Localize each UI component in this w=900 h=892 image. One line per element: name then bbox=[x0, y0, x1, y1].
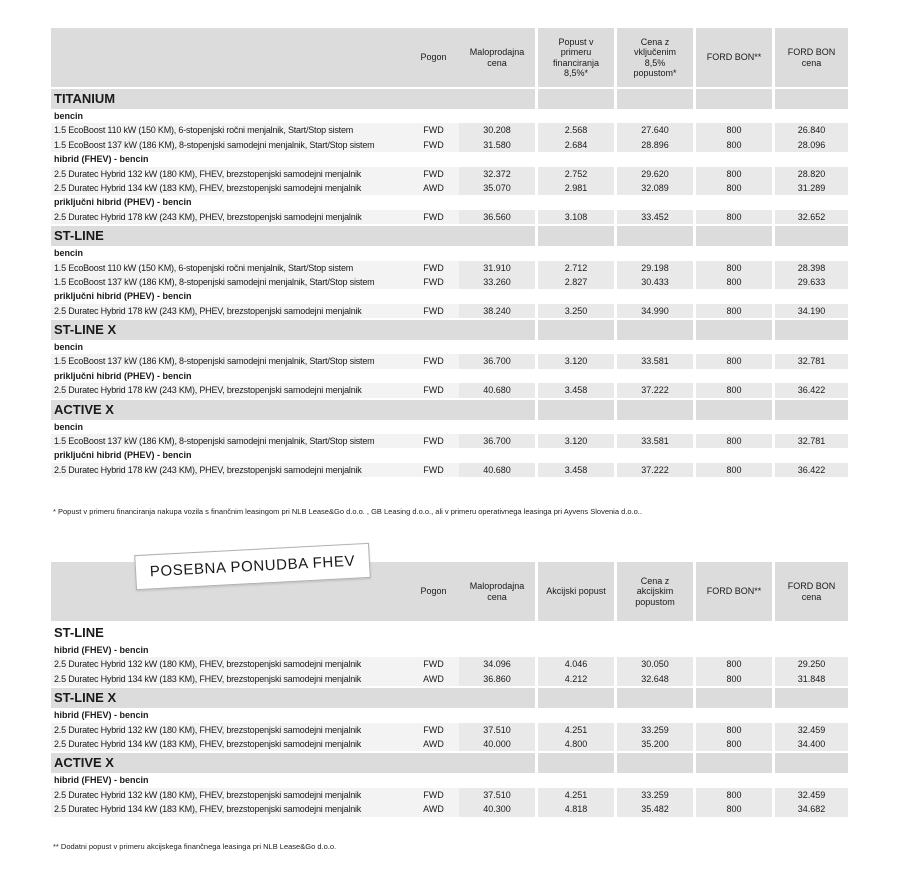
engine-description: 1.5 EcoBoost 110 kW (150 KM), 6-stopenjski ročni menjalnik, Start/Stop sistem bbox=[54, 125, 354, 136]
header-label: cena bbox=[487, 591, 507, 602]
header-popust bbox=[538, 562, 614, 621]
drive-type: FWD bbox=[423, 211, 444, 222]
header-cena-z bbox=[617, 562, 693, 621]
header-label: akcijskim bbox=[636, 586, 674, 597]
price-maloprodajna: 37.510 bbox=[459, 723, 535, 737]
section-bg bbox=[696, 688, 772, 708]
price-cena-z: 35.200 bbox=[617, 737, 693, 751]
price-ford-bon: 800 bbox=[696, 383, 772, 397]
price-ford-bon: 800 bbox=[696, 434, 772, 448]
price-cena-z: 33.452 bbox=[617, 210, 693, 224]
header-label: Cena z bbox=[640, 575, 670, 586]
section-bg bbox=[538, 688, 614, 708]
drive-type: FWD bbox=[423, 276, 444, 287]
price-popust: 2.684 bbox=[538, 138, 614, 152]
fuel-type-label: hibrid (FHEV) - bencin bbox=[54, 710, 149, 721]
fuel-type-label: hibrid (FHEV) - bencin bbox=[54, 154, 149, 165]
price-popust: 2.981 bbox=[538, 181, 614, 195]
price-maloprodajna: 36.860 bbox=[459, 672, 535, 686]
price-ford-bon: 800 bbox=[696, 210, 772, 224]
price-maloprodajna: 40.680 bbox=[459, 463, 535, 477]
header-label: Pogon bbox=[420, 586, 447, 597]
header-label: Maloprodajna bbox=[469, 581, 525, 591]
price-cena-z: 27.640 bbox=[617, 123, 693, 137]
price-maloprodajna: 40.300 bbox=[459, 802, 535, 816]
table-row bbox=[51, 723, 848, 737]
section-bg bbox=[617, 688, 693, 708]
header-label: Akcijski popust bbox=[546, 586, 606, 597]
table-row bbox=[51, 737, 848, 751]
price-maloprodajna: 40.000 bbox=[459, 737, 535, 751]
engine-description: 1.5 EcoBoost 137 kW (186 KM), 8-stopenjski samodejni menjalnik, Start/Stop sistem bbox=[54, 436, 375, 447]
price-ford-bon-cena: 36.422 bbox=[775, 463, 848, 477]
header-cena-z bbox=[617, 28, 693, 87]
price-popust: 4.251 bbox=[538, 788, 614, 802]
price-popust: 4.818 bbox=[538, 802, 614, 816]
price-maloprodajna: 37.510 bbox=[459, 788, 535, 802]
price-maloprodajna: 32.372 bbox=[459, 167, 535, 181]
section-bg bbox=[775, 753, 848, 773]
drive-type: FWD bbox=[423, 385, 444, 396]
special-offer-stamp: POSEBNA PONUDBA FHEV bbox=[134, 543, 371, 590]
section-bg bbox=[775, 320, 848, 340]
drive-type: FWD bbox=[423, 789, 444, 800]
section-bg bbox=[775, 226, 848, 246]
section-bg bbox=[617, 226, 693, 246]
price-ford-bon-cena: 29.633 bbox=[775, 275, 848, 289]
model-section-header bbox=[51, 686, 848, 708]
price-ford-bon: 800 bbox=[696, 167, 772, 181]
engine-description: 1.5 EcoBoost 137 kW (186 KM), 8-stopenjski samodejni menjalnik, Start/Stop sistem bbox=[54, 276, 375, 287]
header-label: 8,5%* bbox=[563, 68, 589, 78]
section-bg bbox=[696, 753, 772, 773]
price-ford-bon-cena: 32.781 bbox=[775, 434, 848, 448]
header-label: Cena z bbox=[640, 36, 670, 47]
section-bg bbox=[459, 753, 535, 773]
table-row bbox=[51, 123, 848, 137]
drive-type: FWD bbox=[423, 436, 444, 447]
fuel-type-label: hibrid (FHEV) - bencin bbox=[54, 775, 149, 786]
drive-type: FWD bbox=[423, 464, 444, 475]
price-ford-bon-cena: 31.848 bbox=[775, 672, 848, 686]
table-row bbox=[51, 657, 848, 671]
section-bg bbox=[51, 226, 459, 246]
model-section-header bbox=[51, 318, 848, 340]
price-maloprodajna: 33.260 bbox=[459, 275, 535, 289]
drive-type: AWD bbox=[423, 182, 444, 193]
drive-type: FWD bbox=[423, 125, 444, 136]
model-section-header bbox=[51, 751, 848, 773]
header-label: FORD BON bbox=[787, 581, 836, 591]
engine-description: 2.5 Duratec Hybrid 178 kW (243 KM), PHEV, brezstopenjski samodejni menjalnik bbox=[54, 464, 362, 475]
header-popust bbox=[538, 28, 614, 87]
model-title: ACTIVE X bbox=[54, 401, 114, 417]
table-row bbox=[51, 354, 848, 368]
section-bg bbox=[459, 89, 535, 109]
header-maloprodajna bbox=[459, 562, 535, 621]
section-bg bbox=[775, 400, 848, 420]
model-title: ST-LINE bbox=[54, 625, 104, 640]
price-popust: 4.251 bbox=[538, 723, 614, 737]
section-bg bbox=[696, 226, 772, 246]
price-ford-bon: 800 bbox=[696, 788, 772, 802]
price-cena-z: 33.259 bbox=[617, 723, 693, 737]
table-row bbox=[51, 463, 848, 477]
price-maloprodajna: 36.700 bbox=[459, 354, 535, 368]
header-pogon bbox=[411, 28, 456, 87]
header-label: popustom bbox=[635, 596, 675, 607]
fuel-type-label: bencin bbox=[54, 421, 84, 432]
fuel-type-label: bencin bbox=[54, 248, 84, 259]
model-title: TITANIUM bbox=[54, 91, 116, 106]
price-ford-bon-cena: 26.840 bbox=[775, 123, 848, 137]
section-bg bbox=[617, 320, 693, 340]
price-ford-bon: 800 bbox=[696, 723, 772, 737]
price-ford-bon: 800 bbox=[696, 261, 772, 275]
table-row bbox=[51, 383, 848, 397]
drive-type: FWD bbox=[423, 356, 444, 367]
price-maloprodajna: 34.096 bbox=[459, 657, 535, 671]
table-row bbox=[51, 788, 848, 802]
drive-type: FWD bbox=[423, 724, 444, 735]
price-ford-bon-cena: 28.398 bbox=[775, 261, 848, 275]
table-row bbox=[51, 434, 848, 448]
price-maloprodajna: 38.240 bbox=[459, 304, 535, 318]
header-bg bbox=[51, 28, 407, 87]
price-ford-bon-cena: 36.422 bbox=[775, 383, 848, 397]
price-popust: 2.712 bbox=[538, 261, 614, 275]
fuel-type-label: bencin bbox=[54, 342, 84, 353]
table-header bbox=[51, 28, 848, 87]
header-label: FORD BON** bbox=[706, 52, 762, 63]
header-pogon bbox=[411, 562, 456, 621]
price-table-main bbox=[51, 28, 848, 477]
header-label: Popust v bbox=[558, 36, 594, 47]
table-row bbox=[51, 138, 848, 152]
engine-description: 1.5 EcoBoost 110 kW (150 KM), 6-stopenjski ročni menjalnik, Start/Stop sistem bbox=[54, 262, 354, 273]
section-bg bbox=[696, 89, 772, 109]
header-label: vključenim bbox=[633, 47, 676, 57]
price-maloprodajna: 36.700 bbox=[459, 434, 535, 448]
engine-description: 2.5 Duratec Hybrid 134 kW (183 KM), FHEV, brezstopenjski samodejni menjalnik bbox=[54, 738, 362, 749]
section-bg bbox=[459, 688, 535, 708]
price-ford-bon: 800 bbox=[696, 304, 772, 318]
drive-type: AWD bbox=[423, 738, 444, 749]
price-ford-bon: 800 bbox=[696, 802, 772, 816]
engine-description: 2.5 Duratec Hybrid 178 kW (243 KM), PHEV, brezstopenjski samodejni menjalnik bbox=[54, 211, 362, 222]
price-cena-z: 33.259 bbox=[617, 788, 693, 802]
price-popust: 3.458 bbox=[538, 463, 614, 477]
price-ford-bon: 800 bbox=[696, 672, 772, 686]
price-ford-bon: 800 bbox=[696, 737, 772, 751]
header-label: primeru bbox=[560, 47, 592, 57]
table-row bbox=[51, 167, 848, 181]
header-label: FORD BON bbox=[787, 47, 836, 57]
price-maloprodajna: 30.208 bbox=[459, 123, 535, 137]
drive-type: FWD bbox=[423, 139, 444, 150]
price-ford-bon-cena: 34.190 bbox=[775, 304, 848, 318]
engine-description: 1.5 EcoBoost 137 kW (186 KM), 8-stopenjski samodejni menjalnik, Start/Stop sistem bbox=[54, 356, 375, 367]
header-ford-bon-cena bbox=[775, 562, 848, 621]
model-section-header bbox=[51, 87, 848, 109]
fuel-type-label: bencin bbox=[54, 111, 84, 121]
table-row bbox=[51, 802, 848, 816]
fuel-type-label: priključni hibrid (PHEV) - bencin bbox=[54, 450, 192, 461]
section-bg bbox=[617, 89, 693, 109]
section-bg bbox=[696, 400, 772, 420]
price-cena-z: 33.581 bbox=[617, 354, 693, 368]
price-popust: 2.752 bbox=[538, 167, 614, 181]
header-label: cena bbox=[487, 57, 507, 68]
price-ford-bon-cena: 32.781 bbox=[775, 354, 848, 368]
model-title: ACTIVE X bbox=[54, 755, 114, 771]
header-ford-bon bbox=[696, 562, 772, 621]
price-popust: 4.212 bbox=[538, 672, 614, 686]
drive-type: FWD bbox=[423, 168, 444, 179]
price-popust: 3.120 bbox=[538, 434, 614, 448]
section-bg bbox=[459, 226, 535, 246]
price-ford-bon: 800 bbox=[696, 657, 772, 671]
header-label: Maloprodajna bbox=[469, 47, 525, 57]
price-maloprodajna: 31.910 bbox=[459, 261, 535, 275]
fuel-type-label: priključni hibrid (PHEV) - bencin bbox=[54, 197, 192, 208]
section-bg bbox=[538, 320, 614, 340]
engine-description: 2.5 Duratec Hybrid 132 kW (180 KM), FHEV, brezstopenjski samodejni menjalnik bbox=[54, 168, 362, 179]
price-ford-bon-cena: 28.820 bbox=[775, 167, 848, 181]
price-cena-z: 33.581 bbox=[617, 434, 693, 448]
section-bg bbox=[617, 753, 693, 773]
drive-type: FWD bbox=[423, 659, 444, 670]
header-maloprodajna bbox=[459, 28, 535, 87]
price-cena-z: 28.896 bbox=[617, 138, 693, 152]
section-bg bbox=[538, 226, 614, 246]
model-section-header bbox=[51, 398, 848, 420]
model-title: ST-LINE X bbox=[54, 690, 117, 706]
price-popust: 3.108 bbox=[538, 210, 614, 224]
header-label: cena bbox=[801, 57, 822, 68]
table-row bbox=[51, 672, 848, 686]
header-label: cena bbox=[801, 591, 822, 602]
price-popust: 4.046 bbox=[538, 657, 614, 671]
price-cena-z: 29.620 bbox=[617, 167, 693, 181]
price-maloprodajna: 31.580 bbox=[459, 138, 535, 152]
price-maloprodajna: 36.560 bbox=[459, 210, 535, 224]
drive-type: FWD bbox=[423, 262, 444, 273]
model-title: ST-LINE X bbox=[54, 322, 117, 338]
section-bg bbox=[617, 400, 693, 420]
price-ford-bon-cena: 32.652 bbox=[775, 210, 848, 224]
footnote-ford-bon: ** Dodatni popust v primeru akcijskega finančnega leasinga pri NLB Lease&Go d.o.o. bbox=[53, 842, 337, 851]
price-ford-bon-cena: 29.250 bbox=[775, 657, 848, 671]
header-label: 8,5% bbox=[644, 57, 666, 68]
engine-description: 2.5 Duratec Hybrid 132 kW (180 KM), FHEV, brezstopenjski samodejni menjalnik bbox=[54, 659, 362, 670]
fuel-type-label: priključni hibrid (PHEV) - bencin bbox=[54, 370, 192, 381]
engine-description: 1.5 EcoBoost 137 kW (186 KM), 8-stopenjski samodejni menjalnik, Start/Stop sistem bbox=[54, 139, 375, 150]
price-cena-z: 35.482 bbox=[617, 802, 693, 816]
price-ford-bon-cena: 34.682 bbox=[775, 802, 848, 816]
section-bg bbox=[459, 320, 535, 340]
fuel-type-label: priključni hibrid (PHEV) - bencin bbox=[54, 291, 192, 302]
drive-type: FWD bbox=[423, 305, 444, 316]
price-popust: 2.827 bbox=[538, 275, 614, 289]
section-bg bbox=[538, 89, 614, 109]
section-bg bbox=[538, 753, 614, 773]
price-popust: 4.800 bbox=[538, 737, 614, 751]
price-cena-z: 37.222 bbox=[617, 463, 693, 477]
price-maloprodajna: 40.680 bbox=[459, 383, 535, 397]
header-ford-bon-cena bbox=[775, 28, 848, 87]
section-bg bbox=[459, 400, 535, 420]
engine-description: 2.5 Duratec Hybrid 132 kW (180 KM), FHEV, brezstopenjski samodejni menjalnik bbox=[54, 724, 362, 735]
price-cena-z: 34.990 bbox=[617, 304, 693, 318]
price-ford-bon: 800 bbox=[696, 123, 772, 137]
header-label: Pogon bbox=[420, 52, 447, 63]
price-popust: 3.458 bbox=[538, 383, 614, 397]
engine-description: 2.5 Duratec Hybrid 132 kW (180 KM), FHEV, brezstopenjski samodejni menjalnik bbox=[54, 789, 362, 800]
price-popust: 3.250 bbox=[538, 304, 614, 318]
engine-description: 2.5 Duratec Hybrid 178 kW (243 KM), PHEV, brezstopenjski samodejni menjalnik bbox=[54, 385, 362, 396]
model-title: ST-LINE bbox=[54, 228, 104, 244]
section-bg bbox=[775, 89, 848, 109]
price-maloprodajna: 35.070 bbox=[459, 181, 535, 195]
table-row bbox=[51, 210, 848, 224]
table-row bbox=[51, 261, 848, 275]
model-section-header bbox=[51, 621, 848, 643]
price-ford-bon-cena: 32.459 bbox=[775, 723, 848, 737]
engine-description: 2.5 Duratec Hybrid 134 kW (183 KM), FHEV, brezstopenjski samodejni menjalnik bbox=[54, 804, 362, 815]
header-label: popustom* bbox=[633, 68, 677, 78]
price-table-fhev-offer bbox=[51, 562, 848, 817]
price-cena-z: 30.433 bbox=[617, 275, 693, 289]
price-ford-bon-cena: 31.289 bbox=[775, 181, 848, 195]
price-ford-bon: 800 bbox=[696, 275, 772, 289]
header-ford-bon bbox=[696, 28, 772, 87]
drive-type: AWD bbox=[423, 804, 444, 815]
price-cena-z: 37.222 bbox=[617, 383, 693, 397]
engine-description: 2.5 Duratec Hybrid 134 kW (183 KM), FHEV, brezstopenjski samodejni menjalnik bbox=[54, 673, 362, 684]
footnote-financing: * Popust v primeru financiranja nakupa vozila s finančnim leasingom pri NLB Lease&Go d.o.o. , GB Leasing d.o.o., ali v primeru operativnega leasinga pri Ayvens Slovenia d.o.o.. bbox=[53, 507, 642, 516]
drive-type: AWD bbox=[423, 673, 444, 684]
price-cena-z: 32.089 bbox=[617, 181, 693, 195]
model-section-header bbox=[51, 224, 848, 246]
table-row bbox=[51, 181, 848, 195]
price-cena-z: 30.050 bbox=[617, 657, 693, 671]
price-ford-bon: 800 bbox=[696, 181, 772, 195]
header-label: financiranja bbox=[552, 57, 600, 68]
section-bg bbox=[696, 320, 772, 340]
price-ford-bon-cena: 28.096 bbox=[775, 138, 848, 152]
table-row bbox=[51, 304, 848, 318]
price-ford-bon-cena: 32.459 bbox=[775, 788, 848, 802]
price-ford-bon: 800 bbox=[696, 463, 772, 477]
price-popust: 2.568 bbox=[538, 123, 614, 137]
section-bg bbox=[538, 400, 614, 420]
engine-description: 2.5 Duratec Hybrid 134 kW (183 KM), FHEV, brezstopenjski samodejni menjalnik bbox=[54, 182, 362, 193]
engine-description: 2.5 Duratec Hybrid 178 kW (243 KM), PHEV, brezstopenjski samodejni menjalnik bbox=[54, 305, 362, 316]
price-popust: 3.120 bbox=[538, 354, 614, 368]
price-cena-z: 29.198 bbox=[617, 261, 693, 275]
section-bg bbox=[775, 688, 848, 708]
price-cena-z: 32.648 bbox=[617, 672, 693, 686]
price-ford-bon: 800 bbox=[696, 138, 772, 152]
header-label: FORD BON** bbox=[706, 586, 762, 597]
fuel-type-label: hibrid (FHEV) - bencin bbox=[54, 645, 149, 655]
price-ford-bon-cena: 34.400 bbox=[775, 737, 848, 751]
table-row bbox=[51, 275, 848, 289]
price-ford-bon: 800 bbox=[696, 354, 772, 368]
